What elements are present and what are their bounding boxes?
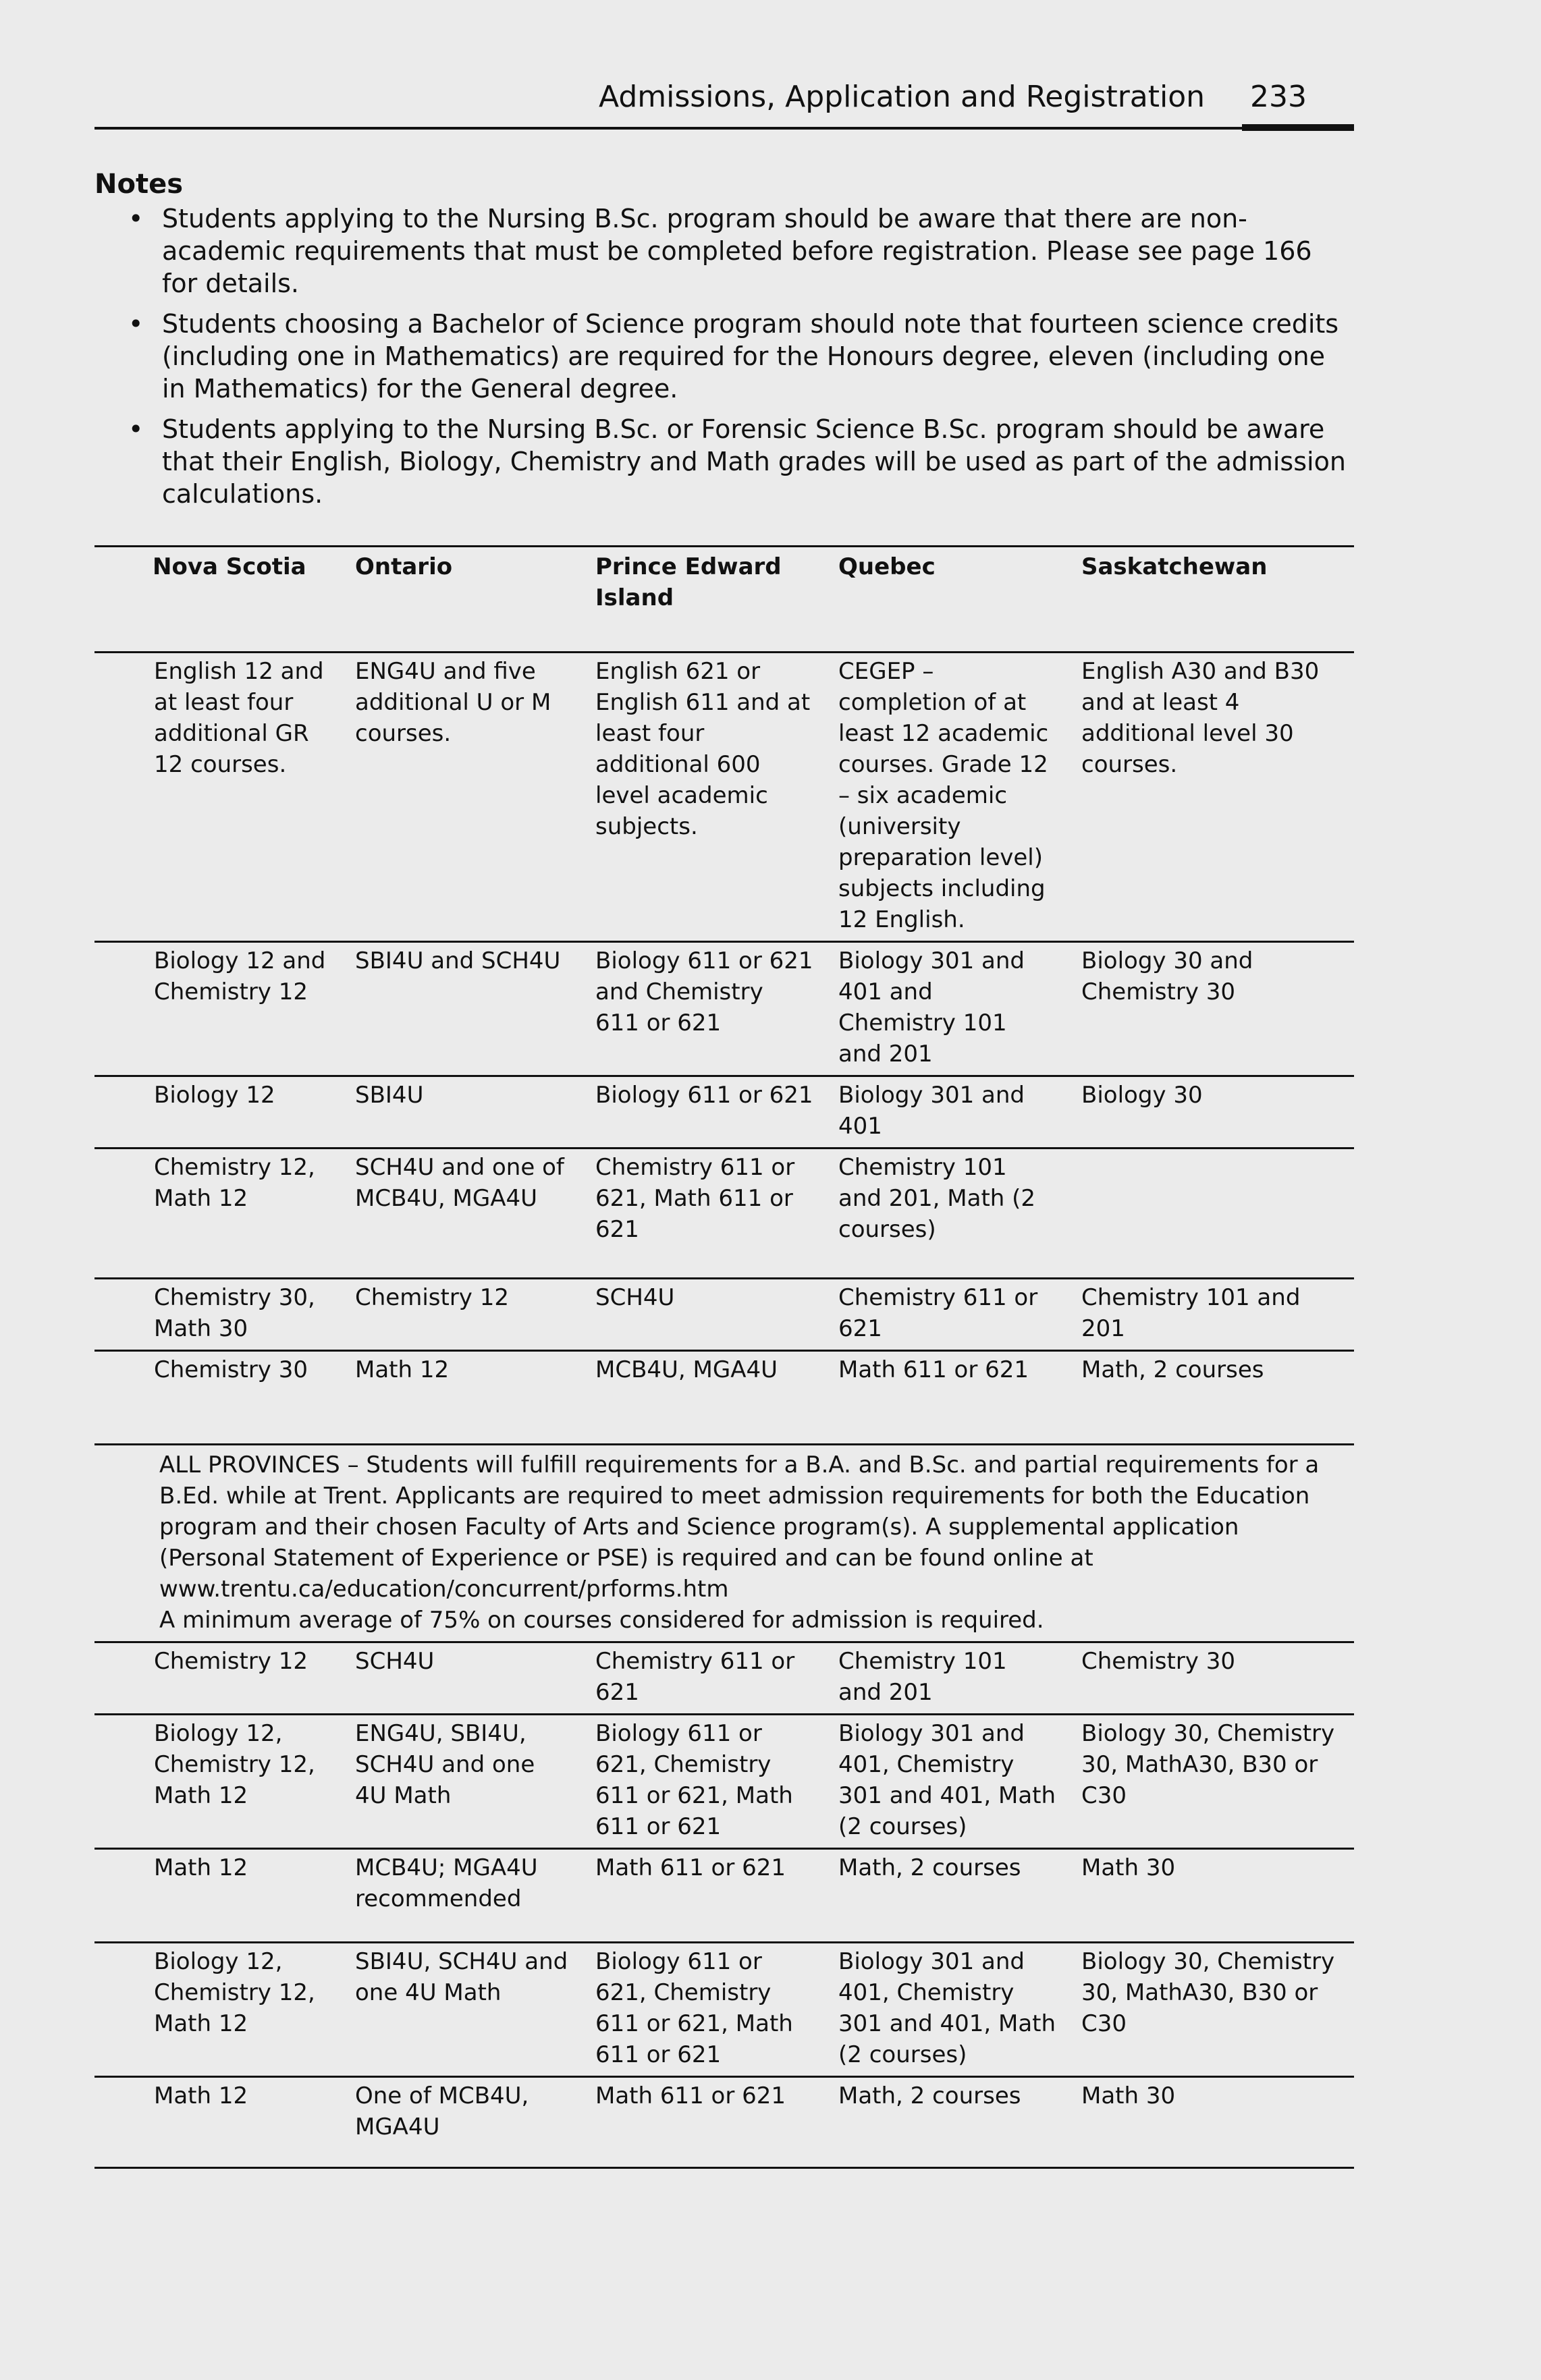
table-cell: Chemistry 12, Math 12: [94, 1149, 337, 1279]
table-cell: Math, 2 courses: [1064, 1351, 1354, 1445]
table-cell: Chemistry 101 and 201: [1064, 1279, 1354, 1351]
note-item: [128, 413, 1350, 510]
table-cell: Biology 611 or 621: [578, 1076, 821, 1149]
table-cell: Math 611 or 621: [578, 1849, 821, 1943]
all-provinces-row: [94, 1445, 1354, 1642]
table-row: [94, 1279, 1354, 1351]
table-cell: Biology 611 or 621, Chemistry 611 or 621, Math 611 or 621: [578, 1715, 821, 1849]
table-row: [94, 1149, 1354, 1279]
table-row: [94, 1642, 1354, 1715]
table-cell: ENG4U and five additional U or M courses.: [337, 653, 578, 942]
table-cell: Biology 12, Chemistry 12, Math 12: [94, 1715, 337, 1849]
column-header-ontario: Ontario: [337, 547, 578, 653]
header-rule-accent: [1242, 124, 1354, 131]
note-item: [128, 202, 1350, 300]
minimum-average-note: A minimum average of 75% on courses considered for admission is required.: [159, 1607, 1044, 1634]
table-cell: Math, 2 courses: [821, 2077, 1064, 2168]
note-item: [128, 308, 1350, 405]
table-cell: Chemistry 611 or 621, Math 611 or 621: [578, 1149, 821, 1279]
table-cell: ENG4U, SBI4U, SCH4U and one 4U Math: [337, 1715, 578, 1849]
column-header-quebec: Quebec: [821, 547, 1064, 653]
admission-requirements-table: [94, 545, 1354, 2169]
table-cell: Chemistry 611 or 621: [821, 1279, 1064, 1351]
table-cell: Biology 12 and Chemistry 12: [94, 942, 337, 1076]
table-cell: Biology 301 and 401: [821, 1076, 1064, 1149]
table-cell: Chemistry 12: [94, 1642, 337, 1715]
table-cell: Biology 12: [94, 1076, 337, 1149]
table-row: [94, 942, 1354, 1076]
page-header: [94, 73, 1354, 134]
table-cell: English 12 and at least four additional GR 12 courses.: [94, 653, 337, 942]
table-cell: SCH4U: [337, 1642, 578, 1715]
notes-heading: Notes: [94, 169, 184, 200]
table-cell: SCH4U: [578, 1279, 821, 1351]
table-cell: Biology 301 and 401, Chemistry 301 and 401, Math (2 courses): [821, 1943, 1064, 2077]
table-row: [94, 1849, 1354, 1943]
table-cell: MCB4U; MGA4U recommended: [337, 1849, 578, 1943]
table-cell: Biology 30, Chemistry 30, MathA30, B30 or C30: [1064, 1715, 1354, 1849]
table-cell: [1064, 1149, 1354, 1279]
note-text: Students applying to the Nursing B.Sc. program should be aware that there are non-academic requirements that must be completed before registration. Please see page 166 for details.: [162, 204, 1312, 298]
table-cell: Biology 301 and 401, Chemistry 301 and 401, Math (2 courses): [821, 1715, 1064, 1849]
table-cell: Math 12: [337, 1351, 578, 1445]
table-cell: SCH4U and one of MCB4U, MGA4U: [337, 1149, 578, 1279]
bullet-icon: •: [128, 414, 144, 444]
table-cell: Biology 12, Chemistry 12, Math 12: [94, 1943, 337, 2077]
table-cell: CEGEP – completion of at least 12 academic courses. Grade 12 – six academic (university preparation level) subjects including 12 English.: [821, 653, 1064, 942]
notes-list: [128, 202, 1350, 518]
note-text: Students choosing a Bachelor of Science program should note that fourteen science credits (including one in Mathematics) are required for the Honours degree, eleven (including one in Mathematics) for the General degree.: [162, 309, 1339, 404]
table-cell: Chemistry 30, Math 30: [94, 1279, 337, 1351]
table-cell: Math 611 or 621: [578, 2077, 821, 2168]
table-cell: Chemistry 101 and 201: [821, 1642, 1064, 1715]
table-cell: Math 30: [1064, 1849, 1354, 1943]
table-row: [94, 1715, 1354, 1849]
table-cell: Chemistry 611 or 621: [578, 1642, 821, 1715]
table-cell: SBI4U and SCH4U: [337, 942, 578, 1076]
table-cell: Chemistry 30: [1064, 1642, 1354, 1715]
table-cell: English A30 and B30 and at least 4 additional level 30 courses.: [1064, 653, 1354, 942]
table-row: [94, 1351, 1354, 1445]
table-cell: Math, 2 courses: [821, 1849, 1064, 1943]
table-row: [94, 653, 1354, 942]
all-provinces-note: [94, 1445, 1354, 1642]
table-cell: SBI4U, SCH4U and one 4U Math: [337, 1943, 578, 2077]
bullet-icon: •: [128, 204, 144, 233]
table-cell: Math 12: [94, 2077, 337, 2168]
table-cell: SBI4U: [337, 1076, 578, 1149]
note-text: Students applying to the Nursing B.Sc. or Forensic Science B.Sc. program should be aware that their English, Biology, Chemistry and Math grades will be used as part of the admission calculations.: [162, 414, 1346, 509]
table-cell: Biology 611 or 621 and Chemistry 611 or 621: [578, 942, 821, 1076]
all-provinces-note-text: ALL PROVINCES – Students will fulfill requirements for a B.A. and B.Sc. and partial requirements for a B.Ed. while at Trent. Applicants are required to meet admission requirements for both the Education program and their chosen Faculty of Arts and Science program(s). A supplemental application (Personal Statement of Experience or PSE) is required and can be found online at www.trentu.ca/education/concurrent/prforms.htm: [159, 1451, 1320, 1603]
column-header-pei: Prince Edward Island: [578, 547, 821, 653]
table-cell: Biology 301 and 401 and Chemistry 101 and 201: [821, 942, 1064, 1076]
bullet-icon: •: [128, 309, 144, 339]
table-cell: One of MCB4U, MGA4U: [337, 2077, 578, 2168]
column-header-saskatchewan: Saskatchewan: [1064, 547, 1354, 653]
table-cell: Math 12: [94, 1849, 337, 1943]
table-cell: Biology 611 or 621, Chemistry 611 or 621, Math 611 or 621: [578, 1943, 821, 2077]
table-header-row: [94, 547, 1354, 653]
table-cell: MCB4U, MGA4U: [578, 1351, 821, 1445]
table-cell: Biology 30, Chemistry 30, MathA30, B30 or C30: [1064, 1943, 1354, 2077]
table-cell: Biology 30 and Chemistry 30: [1064, 942, 1354, 1076]
table-cell: Chemistry 101 and 201, Math (2 courses): [821, 1149, 1064, 1279]
page-number: 233: [1250, 80, 1307, 114]
table-cell: Math 611 or 621: [821, 1351, 1064, 1445]
table-cell: English 621 or English 611 and at least four additional 600 level academic subjects.: [578, 653, 821, 942]
table-cell: Chemistry 12: [337, 1279, 578, 1351]
table-row: [94, 2077, 1354, 2168]
column-header-nova-scotia: Nova Scotia: [94, 547, 337, 653]
header-rule: [94, 127, 1242, 130]
page-header-title: Admissions, Application and Registration: [599, 80, 1206, 114]
table-row: [94, 1076, 1354, 1149]
table-cell: Biology 30: [1064, 1076, 1354, 1149]
table-cell: Math 30: [1064, 2077, 1354, 2168]
table-row: [94, 1943, 1354, 2077]
table-cell: Chemistry 30: [94, 1351, 337, 1445]
